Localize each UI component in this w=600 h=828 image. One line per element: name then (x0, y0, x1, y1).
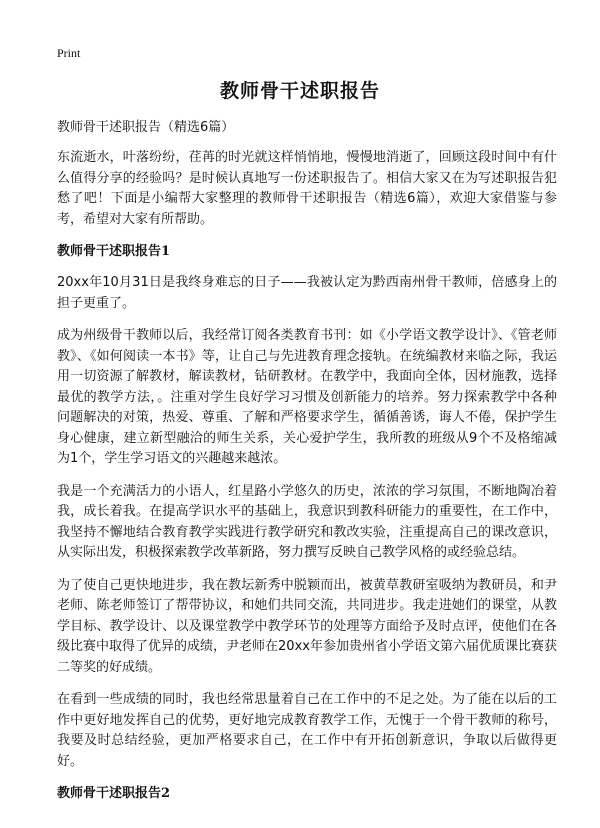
page-title: 教师骨干述职报告 (219, 80, 380, 102)
section-1-paragraph-1: 20xx年10月31日是我终身难忘的日子——我被认定为黔西南州骨干教师，倍感身上的担子更重了。 (57, 275, 557, 311)
section-heading-1: 教师骨干述职报告1 (57, 244, 171, 259)
print-link[interactable]: Print (57, 46, 81, 60)
document-body (57, 117, 557, 815)
document-subtitle: 教师骨干述职报告（精选6篇） (57, 120, 235, 135)
section-1-paragraph-2: 成为州级骨干教师以后，我经常订阅各类教育书刊：如《小学语文教学设计》、《管老师教》、《如何阅读一本书》等，让自己与先进教育理念接轨。在统编教材来临之际，我运用一切资源了解教材，解读教材，钻研教材。在教学中，我面向全体，因材施教，选择最优的教学方法，。注重对学生良好学习习惯及创新能力的培养。努力探索教学中各种问题解决的对策，热爱、尊重、了解和严格要求学生，循循善诱，诲人不倦，保护学生身心健康，建立新型融洽的师生关系，关心爱护学生，我所教的班级从9个不及格缩减为1个，学生学习语文的兴趣越来越浓。 (57, 328, 557, 466)
section-heading-2: 教师骨干述职报告2 (57, 786, 171, 801)
section-1-paragraph-3: 我是一个充满活力的小语人，红星路小学悠久的历史，浓浓的学习氛围，不断地陶冶着我，成长着我。在提高学识水平的基础上，我意识到教科研能力的重要性，在工作中，我坚持不懈地结合教育教学实践进行教学研究和教改实验，注重提高自己的课改意识，从实际出发，积极探索教学改革新路，努力撰写反映自己教学风格的或经验总结。 (57, 483, 557, 560)
section-1-paragraph-5: 在看到一些成绩的同时，我也经常思量着自己在工作中的不足之处。为了能在以后的工作中更好地发挥自己的优势，更好地完成教育教学工作，无愧于一个骨干教师的称号，我要及时总结经验，更加严格要求自己，在工作中有开拓创新意识，争取以后做得更好。 (57, 692, 557, 769)
intro-paragraph: 东流逝水，叶落纷纷，荏苒的时光就这样悄悄地，慢慢地消逝了，回顾这段时间中有什么值得分享的经验吗？是时候认真地写一份述职报告了。相信大家又在为写述职报告犯愁了吧！下面是小编帮大家整理的教师骨干述职报告（精选6篇），欢迎大家借鉴与参考，希望对大家有所帮助。 (57, 150, 557, 227)
section-1-paragraph-4: 为了使自己更快地进步，我在教坛新秀中脱颖而出，被黄草教研室吸纳为教研员，和尹老师、陈老师签订了帮带协议，和她们共同交流，共同进步。我走进她们的课堂，从教学目标、教学设计、以及课堂教学中教学环节的处理等方面给予及时点评，使他们在各级比赛中取得了优异的成绩，尹老师在20xx年参加贵州省小学语文第六届优质课比赛获二等奖的好成绩。 (57, 577, 557, 675)
